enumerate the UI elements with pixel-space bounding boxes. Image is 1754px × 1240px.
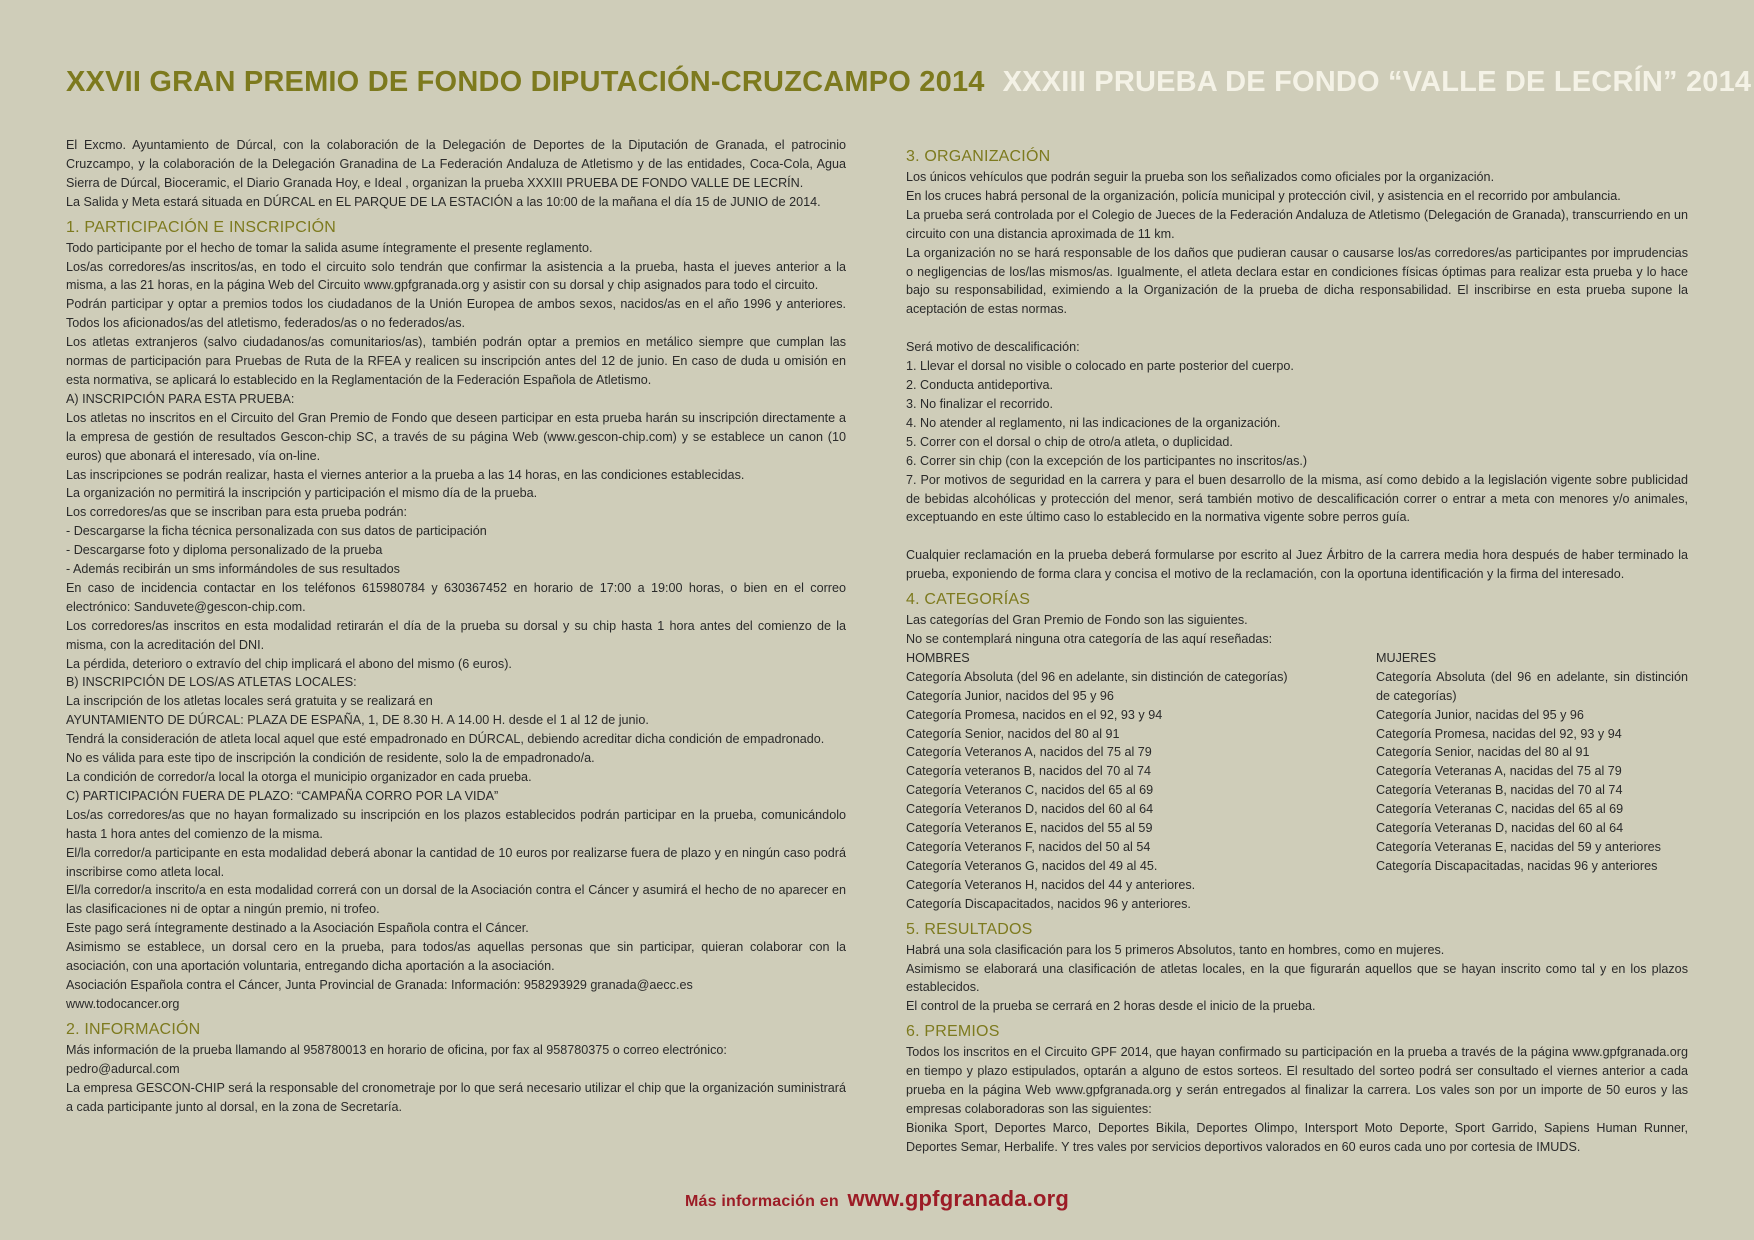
text-line: Este pago será íntegramente destinado a la Asociación Española contra el Cáncer. <box>66 921 529 936</box>
footer <box>0 1186 1754 1212</box>
text-line: Los/as corredores/as que no hayan formalizado su inscripción en los plazos establecidos podrán participar en la prueba, comunicándolo hasta 1 hora antes del comienzo de la misma. <box>66 807 846 841</box>
women-list <box>1376 668 1688 876</box>
text-line: 1. Llevar el dorsal no visible o colocado en parte posterior del cuerpo. <box>906 359 1294 374</box>
text-line: Categoría Absoluta (del 96 en adelante, sin distinción de categorías) <box>1376 669 1688 703</box>
text-line: El/la corredor/a inscrito/a en esta modalidad correrá con un dorsal de la Asociación contra el Cáncer y asumirá el hecho de no aparecer en las clasificaciones ni de optar a ningún premio, ni trofeo. <box>66 883 846 917</box>
text-line: Los únicos vehículos que podrán seguir la prueba son los señalizados como oficiales por la organización. <box>906 170 1495 184</box>
text-line: Categoría Discapacitados, nacidos 96 y anteriores. <box>906 896 1191 911</box>
text-line: Asociación Española contra el Cáncer, Junta Provincial de Granada: Información: 958293929 granada@aecc.es <box>66 977 693 992</box>
text-line: Todos los inscritos en el Circuito GPF 2014, que hayan confirmado su participación en la prueba a través de la página www.gpfgranada.org en tiempo y plazo estipulados, optarán a alguno de estos sorteos. El resultado del sorteo podrá ser consultado el viernes anterior a cada prueba en la página Web www.gpfgranada.org y serán entregados al finalizar la carrera. Los vales son por un importe de 50 euros y las empresas colaboradoras son las siguientes: <box>906 1045 1688 1116</box>
text-line: Categoría Senior, nacidos del 80 al 91 <box>906 726 1120 741</box>
section-heading: 4. CATEGORÍAS <box>906 591 1031 609</box>
text-line: Bionika Sport, Deportes Marco, Deportes Bikila, Deportes Olimpo, Intersport Moto Deporte, Sport Garrido, Sapiens Human Runner, Deportes Semar, Herbalife. Y tres vales por servicios deportivos valorados en 60 euros cada uno por cortesia de IMUDS. <box>906 1120 1688 1154</box>
text-line: Categoría Absoluta (del 96 en adelante, sin distinción de categorías) <box>906 669 1288 684</box>
text-line: 7. Por motivos de seguridad en la carrera y para el buen desarrollo de la misma, así como debido a la legislación vigente sobre publicidad de bebidas alcohólicas y protección del menor, será también motivo de descalificación correr o entrar a meta con menores y/o animales, exceptuando en este último caso lo establecido en la normativa vigente sobre perros guía. <box>906 472 1688 525</box>
text-line: Categoría Veteranas A, nacidas del 75 al 79 <box>1376 764 1622 779</box>
section-heading: 5. RESULTADOS <box>906 920 1033 938</box>
text-line: Asimismo se establece, un dorsal cero en la prueba, para todos/as aquellas personas que sin participar, quieran colaborar con la asociación, con una aportación voluntaria, entregando dicha aportación a la asociación. <box>66 940 846 974</box>
text-line: 6. Correr sin chip (con la excepción de los participantes no inscritos/as.) <box>906 453 1308 468</box>
text-line: Categoría Veteranas E, nacidas del 59 y anteriores <box>1376 840 1661 854</box>
text-line: La inscripción de los atletas locales será gratuita y se realizará en <box>66 694 433 709</box>
text-line: Categoría Veteranas D, nacidas del 60 al 64 <box>1376 821 1624 836</box>
text-line: 5. Correr con el dorsal o chip de otro/a atleta, o duplicidad. <box>906 434 1233 449</box>
disqualification-intro: Será motivo de descalificación: <box>906 340 1080 355</box>
categories-table <box>906 649 1688 914</box>
text-line: La organización no se hará responsable de los daños que pudieran causar o causarse los/as corredores/as participantes por imprudencias o negligencias de los/las mismos/as. Igualmente, el atleta declara estar en condiciones físicas óptimas para realizar esta prueba y lo hace bajo su responsabilidad, eximiendo a la Organización de la prueba de dicha responsabilidad. El inscribirse en esta prueba supone la aceptación de estas normas. <box>906 245 1688 317</box>
text-line: Categoría Junior, nacidas del 95 y 96 <box>1376 707 1584 722</box>
main-title: XXVII GRAN PREMIO DE FONDO DIPUTACIÓN-CRUZCAMPO 2014 <box>66 66 985 98</box>
text-line: No es válida para este tipo de inscripción la condición de residente, solo la de empadronado/a. <box>66 751 595 766</box>
sub-title: XXXIII PRUEBA DE FONDO “VALLE DE LECRÍN” 2014 <box>1002 66 1752 98</box>
text-line: Categoría Veteranos C, nacidos del 65 al 69 <box>906 783 1154 798</box>
text-line: 3. No finalizar el recorrido. <box>906 396 1053 411</box>
text-line: La condición de corredor/a local la otorga el municipio organizador en cada prueba. <box>66 770 532 784</box>
page-title <box>66 66 1752 106</box>
section-body <box>66 239 846 1014</box>
intro-paragraph: El Excmo. Ayuntamiento de Dúrcal, con la colaboración de la Delegación de Deportes de la Diputación de Granada, el patrocinio Cruzcampo, y la colaboración de la Delegación Granadina de La Federación Andaluza de Atletismo y de las entidades, Coca-Cola, Agua Sierra de Dúrcal, Bioceramic, el Diario Granada Hoy, e Ideal , organizan la prueba XXXIII PRUEBA DE FONDO VALLE DE LECRÍN. <box>66 138 846 190</box>
text-line: El/la corredor/a participante en esta modalidad deberá abonar la cantidad de 10 euros por realizarse fuera de plazo y en ningún caso podrá inscribirse como atleta local. <box>66 845 846 879</box>
section-heading: 3. ORGANIZACIÓN <box>906 148 1051 165</box>
text-line: Categoría Veteranos E, nacidos del 55 al 59 <box>906 821 1153 836</box>
text-line: Categoría Veteranas C, nacidas del 65 al 69 <box>1376 802 1624 817</box>
text-line: La empresa GESCON-CHIP será la responsable del cronometraje por lo que será necesario utilizar el chip que la organización suministrará a cada participante junto al dorsal, en la zona de Secretaría. <box>66 1080 846 1114</box>
text-line: El control de la prueba se cerrará en 2 horas desde el inicio de la prueba. <box>906 999 1316 1014</box>
text-line: Categoría Promesa, nacidas del 92, 93 y 94 <box>1376 726 1622 741</box>
claim-paragraph: Cualquier reclamación en la prueba deberá formularse por escrito al Juez Árbitro de la carrera media hora después de haber terminado la prueba, exponiendo de forma clara y concisa el motivo de la reclamación, con la oportuna identificación y la firma del interesado. <box>906 548 1688 582</box>
text-line: Los atletas no inscritos en el Circuito del Gran Premio de Fondo que deseen participar en esta prueba harán su inscripción directamente a la empresa de gestión de resultados Gescon-chip SC, a través de su página Web (www.gescon-chip.com) y se establece un canon (10 euros) que abonará el interesado, vía on-line. <box>66 410 846 463</box>
right-column <box>906 146 1688 1157</box>
text-line: La prueba será controlada por el Colegio de Jueces de la Federación Andaluza de Atletismo (Delegación de Granada), transcurriendo en un circuito con una distancia aproximada de 11 km. <box>906 207 1688 241</box>
text-line: Las inscripciones se podrán realizar, hasta el viernes anterior a la prueba a las 14 horas, en las condiciones establecidas. <box>66 467 745 482</box>
text-line: Categoría Junior, nacidos del 95 y 96 <box>906 688 1114 703</box>
text-line: 2. Conducta antideportiva. <box>906 378 1054 393</box>
text-line: En caso de incidencia contactar en los teléfonos 615980784 y 630367452 en horario de 17:00 a 19:00 horas, o bien en el correo electrónico: Sanduvete@gescon-chip.com. <box>66 580 846 614</box>
text-line: 4. No atender al reglamento, ni las indicaciones de la organización. <box>906 415 1281 430</box>
text-line: Categoría Promesa, nacidos en el 92, 93 y 94 <box>906 707 1163 722</box>
text-line: Las categorías del Gran Premio de Fondo son las siguientes. <box>906 613 1248 628</box>
text-line: C) PARTICIPACIÓN FUERA DE PLAZO: “CAMPAÑA CORRO POR LA VIDA” <box>66 788 499 803</box>
text-line: pedro@adurcal.com <box>66 1061 180 1076</box>
text-line: Todo participante por el hecho de tomar la salida asume íntegramente el presente reglamento. <box>66 240 593 255</box>
text-line: No se contemplará ninguna otra categoría de las aquí reseñadas: <box>906 632 1273 647</box>
text-line: Los atletas extranjeros (salvo ciudadanos/as comunitarios/as), también podrán optar a premios en metálico siempre que cumplan las normas de participación para Pruebas de Ruta de la RFEA y realicen su inscripción antes del 12 de junio. En caso de duda u omisión en esta normativa, se aplicará lo establecido en la Reglamentación de la Federación Española de Atletismo. <box>66 335 846 387</box>
section-body <box>906 168 1688 319</box>
section-heading: 2. INFORMACIÓN <box>66 1020 201 1038</box>
left-column <box>66 136 846 1116</box>
text-line: Categoría Veteranos G, nacidos del 49 al 45. <box>906 858 1158 873</box>
text-line: Asimismo se elaborará una clasificación de atletas locales, en la que figurarán aquellos que se hayan inscrito como tal y en los plazos establecidos. <box>906 961 1688 995</box>
text-line: Tendrá la consideración de atleta local aquel que esté empadronado en DÚRCAL, debiendo acreditar dicha condición de empadronado. <box>66 732 825 747</box>
text-line: Los/as corredores/as inscritos/as, en todo el circuito solo tendrán que confirmar la asistencia a la prueba, hasta el jueves anterior a la misma, a las 21 horas, en la página Web del Circuito www.gpfgranada.org y asistir con su dorsal y chip asignados para todo el circuito. <box>66 259 846 293</box>
women-categories <box>1376 649 1688 914</box>
section-body <box>906 611 1688 649</box>
text-line: Podrán participar y optar a premios todos los ciudadanos de la Unión Europea de ambos sexos, nacidos/as en el año 1996 y anteriores. Todos los aficionados/as del atletismo, federados/as o no federados/as. <box>66 297 846 331</box>
text-line: Los corredores/as que se inscriban para esta prueba podrán: <box>66 505 407 520</box>
text-line: Categoría Veteranos F, nacidos del 50 al 54 <box>906 840 1151 854</box>
text-line: Categoría veteranos B, nacidos del 70 al 74 <box>906 764 1152 779</box>
section-body <box>906 1043 1688 1156</box>
section-body <box>906 941 1688 1017</box>
text-line: Categoría Veteranos A, nacidos del 75 al 79 <box>906 745 1152 760</box>
text-line: Categoría Veteranas B, nacidas del 70 al 74 <box>1376 783 1623 798</box>
text-line: B) INSCRIPCIÓN DE LOS/AS ATLETAS LOCALES: <box>66 675 357 690</box>
text-line: Categoría Veteranos H, nacidos del 44 y anteriores. <box>906 877 1196 892</box>
text-line: Categoría Discapacitadas, nacidas 96 y anteriores <box>1376 858 1658 873</box>
text-line: Habrá una sola clasificación para los 5 primeros Absolutos, tanto en hombres, como en mujeres. <box>906 942 1445 957</box>
women-title: MUJERES <box>1376 650 1437 665</box>
footer-link[interactable]: www.gpfgranada.org <box>847 1186 1070 1211</box>
men-title: HOMBRES <box>906 650 970 665</box>
text-line: Categoría Veteranos D, nacidos del 60 al 64 <box>906 802 1154 817</box>
text-line: - Además recibirán un sms informándoles de sus resultados <box>66 562 400 577</box>
text-line: Los corredores/as inscritos en esta modalidad retirarán el día de la prueba su dorsal y su chip hasta 1 hora antes del comienzo de la misma, con la acreditación del DNI. <box>66 618 846 652</box>
section-heading: 6. PREMIOS <box>906 1023 1000 1041</box>
text-line: La pérdida, deterioro o extravío del chip implicará el abono del mismo (6 euros). <box>66 656 512 671</box>
text-line: A) INSCRIPCIÓN PARA ESTA PRUEBA: <box>66 391 295 406</box>
disqualification-list <box>906 357 1688 527</box>
men-list <box>906 668 1376 914</box>
text-line: www.todocancer.org <box>66 996 180 1011</box>
intro-paragraph: La Salida y Meta estará situada en DÚRCAL en EL PARQUE DE LA ESTACIÓN a las 10:00 de la mañana el día 15 de JUNIO de 2014. <box>66 194 821 209</box>
text-line: Categoría Senior, nacidas del 80 al 91 <box>1376 745 1590 760</box>
text-line: La organización no permitirá la inscripción y participación el mismo día de la prueba. <box>66 486 538 501</box>
footer-text: Más información en <box>684 1193 839 1210</box>
text-line: En los cruces habrá personal de la organización, policía municipal y protección civil, y asistencia en el recorrido por ambulancia. <box>906 188 1621 203</box>
men-categories <box>906 649 1376 914</box>
text-line: AYUNTAMIENTO DE DÚRCAL: PLAZA DE ESPAÑA, 1, DE 8.30 H. A 14.00 H. desde el 1 al 12 de junio. <box>66 713 649 728</box>
section-heading: 1. PARTICIPACIÓN E INSCRIPCIÓN <box>66 218 337 236</box>
text-line: - Descargarse foto y diploma personalizado de la prueba <box>66 543 383 558</box>
section-body <box>66 1041 846 1117</box>
text-line: Más información de la prueba llamando al 958780013 en horario de oficina, por fax al 958780375 o correo electrónico: <box>66 1042 727 1057</box>
text-line: - Descargarse la ficha técnica personalizada con sus datos de participación <box>66 524 487 539</box>
